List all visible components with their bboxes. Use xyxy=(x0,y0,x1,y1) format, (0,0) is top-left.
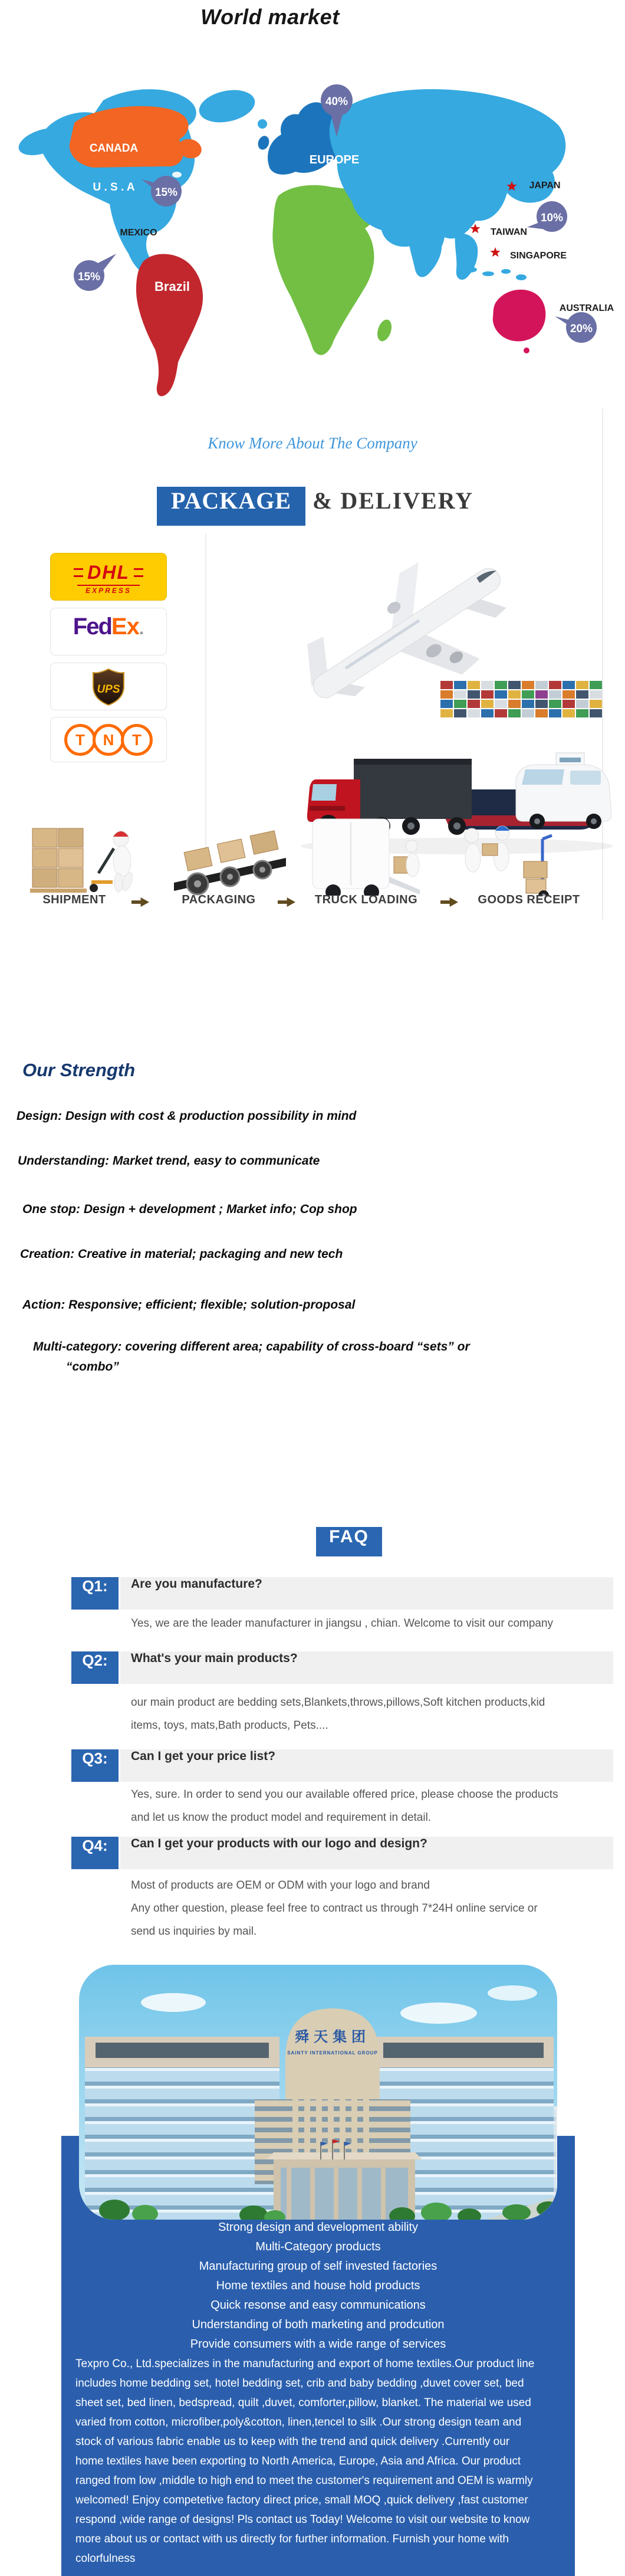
process-step-packaging: PACKAGING xyxy=(182,893,256,906)
company-description: Texpro Co., Ltd.specializes in the manufacturing and export of home textiles.Our product line includes home bedding set, hotel bedding set, crib and baby bedding ,duvet cover set, bed sheet set, bed linen, bedspread, quilt ,duvet, comforter,pillow, blanket. The material we used varied from cotton, microfiber,poly&cotton, linen,tencel to silk .Our strong design team and stock of various fabric enable us to keep with the trend and quick delivery .Currently our home textiles have been exporting to North America, Europe, Asia and Africa. Our product ranged from low ,middle to high end to meet the customer's requirement and OEM is warmly welcomed! Enjoy competetive factory direct price, small MOQ ,quick delivery ,fast customer respond ,wide range of designs! Pls contact us Today! Welcome to visit our website to know more about us or contact with us directly for further information. Furnish your home with colorfulness xyxy=(75,2358,535,2565)
share-value-south-america: 15% xyxy=(77,271,101,283)
map-label-europe: EUROPE xyxy=(309,153,360,166)
map-label-brazil: Brazil xyxy=(154,279,190,294)
map-label-canada: CANADA xyxy=(89,142,139,155)
carrier-card-fedex xyxy=(50,608,167,656)
tnt-logo-n: N xyxy=(93,724,124,756)
process-step-goods-receipt: GOODS RECEIPT xyxy=(478,893,580,906)
arrow-right-icon xyxy=(278,897,295,907)
ups-logo: UPS xyxy=(97,683,120,696)
faq-question-3: Can I get your price list? xyxy=(131,1749,276,1763)
strength-item-multi-category: Multi-category: covering different area; capability of cross-board “sets” or xyxy=(33,1340,470,1353)
faq-answer-2: our main product are bedding sets,Blankets,throws,pillows,Soft kitchen products,kid items, toys, mats,Bath products, Pets.... xyxy=(131,1696,545,1732)
truck-loading-illustration xyxy=(312,819,420,896)
map-region-south-america xyxy=(136,254,203,396)
carrier-card-tnt xyxy=(50,717,167,762)
share-value-asia: 10% xyxy=(540,212,564,224)
shipment-illustration xyxy=(30,828,134,893)
faq-answer-3: Yes, sure. In order to send you our available offered price, please choose the products and let us know the product model and requirement in detail. xyxy=(131,1788,558,1824)
faq-answer-4: Most of products are OEM or ODM with your logo and brand Any other question, please feel free to contract us through 7*24H online service or send us inquiries by mail. xyxy=(131,1879,538,1938)
share-balloon-australia xyxy=(555,312,597,343)
dhl-express-label: EXPRESS xyxy=(77,585,140,595)
share-balloon-south-america xyxy=(74,254,116,291)
map-label-singapore: SINGAPORE xyxy=(509,251,567,261)
faq-answer-1: Yes, we are the leader manufacturer in jiangsu , chian. Welcome to visit our company xyxy=(131,1617,554,1630)
dhl-dash-icon xyxy=(134,568,143,577)
fedex-logo-ex: Ex xyxy=(111,614,139,640)
building-sign-english: SAINTY INTERNATIONAL GROUP xyxy=(287,2050,378,2056)
faq-q4-label: Q4: xyxy=(71,1837,119,1869)
share-value-north-america: 15% xyxy=(154,186,178,199)
faq-question-row xyxy=(120,1577,613,1610)
strength-item-understanding: Understanding: Market trend, easy to communicate xyxy=(18,1154,320,1168)
map-region-australia xyxy=(493,290,546,353)
share-value-australia: 20% xyxy=(570,323,593,335)
faq-question-4: Can I get your products with our logo and design? xyxy=(131,1837,427,1850)
share-value-europe: 40% xyxy=(325,96,348,108)
strength-item-action: Action: Responsive; efficient; flexible; solution-proposal xyxy=(22,1298,356,1312)
page-title: World market xyxy=(200,5,340,29)
process-step-shipment: SHIPMENT xyxy=(42,893,106,906)
dhl-dash-icon xyxy=(74,568,83,577)
faq-q2-label: Q2: xyxy=(71,1651,119,1684)
faq-question-row xyxy=(120,1651,613,1684)
arrow-right-icon xyxy=(131,897,149,907)
building-sign-chinese: 舜天集团 xyxy=(295,2028,370,2045)
arrow-right-icon xyxy=(440,897,458,907)
headquarters-photo xyxy=(79,1965,557,2220)
faq-q1-label: Q1: xyxy=(71,1577,119,1610)
faq-question-row xyxy=(120,1837,613,1869)
faq-question-row xyxy=(120,1749,613,1782)
map-label-taiwan: TAIWAN xyxy=(491,227,527,237)
dhl-logo: DHL xyxy=(87,562,130,583)
strength-title: Our Strength xyxy=(22,1060,136,1080)
carrier-card-ups xyxy=(50,663,167,710)
company-tagline: Know More About The Company xyxy=(208,434,417,452)
faq-question-2: What's your main products? xyxy=(131,1651,298,1665)
strength-item-multi-category-line2: “combo” xyxy=(66,1360,119,1374)
goods-receipt-illustration xyxy=(465,826,552,896)
fedex-logo-dot: . xyxy=(139,619,144,638)
process-step-truck-loading: TRUCK LOADING xyxy=(314,893,418,906)
company-highlights: Strong design and development ability Multi-Category products Manufacturing group of self invested factories Home textiles and house hold products Quick resonse and easy communications Understanding of both marketing and prodcution Provide consumers with a wide range of services xyxy=(190,2221,446,2351)
fedex-logo-fed: Fed xyxy=(73,614,111,640)
faq-q3-label: Q3: xyxy=(71,1749,119,1782)
process-illustrations xyxy=(0,807,625,896)
tnt-logo-t2: T xyxy=(121,724,153,756)
map-star-singapore xyxy=(490,247,500,257)
map-landmass-north-america xyxy=(15,86,267,287)
strength-item-design: Design: Design with cost & production possibility in mind xyxy=(17,1109,357,1123)
section-title-package: PACKAGE xyxy=(157,487,305,526)
map-label-japan: JAPAN xyxy=(529,181,561,191)
strength-item-one-stop: One stop: Design + development ; Market info; Cop shop xyxy=(22,1202,357,1216)
map-label-mexico: MEXICO xyxy=(120,228,157,238)
ups-shield-icon xyxy=(91,668,126,706)
map-label-usa: U . S . A xyxy=(93,181,135,194)
tnt-logo-t1: T xyxy=(64,724,96,756)
section-title-delivery: & DELIVERY xyxy=(312,487,474,514)
strength-item-creation: Creation: Creative in material; packaging and new tech xyxy=(20,1247,343,1261)
share-balloon-asia xyxy=(527,201,567,232)
map-label-australia: AUSTRALIA xyxy=(559,303,614,313)
containers-illustration xyxy=(440,681,602,717)
headquarters-illustration xyxy=(79,1965,557,2220)
world-map xyxy=(0,0,625,413)
faq-badge: FAQ xyxy=(316,1527,382,1556)
packaging-illustration xyxy=(174,831,286,894)
carrier-card-dhl xyxy=(50,553,167,601)
faq-question-1: Are you manufacture? xyxy=(131,1577,262,1591)
